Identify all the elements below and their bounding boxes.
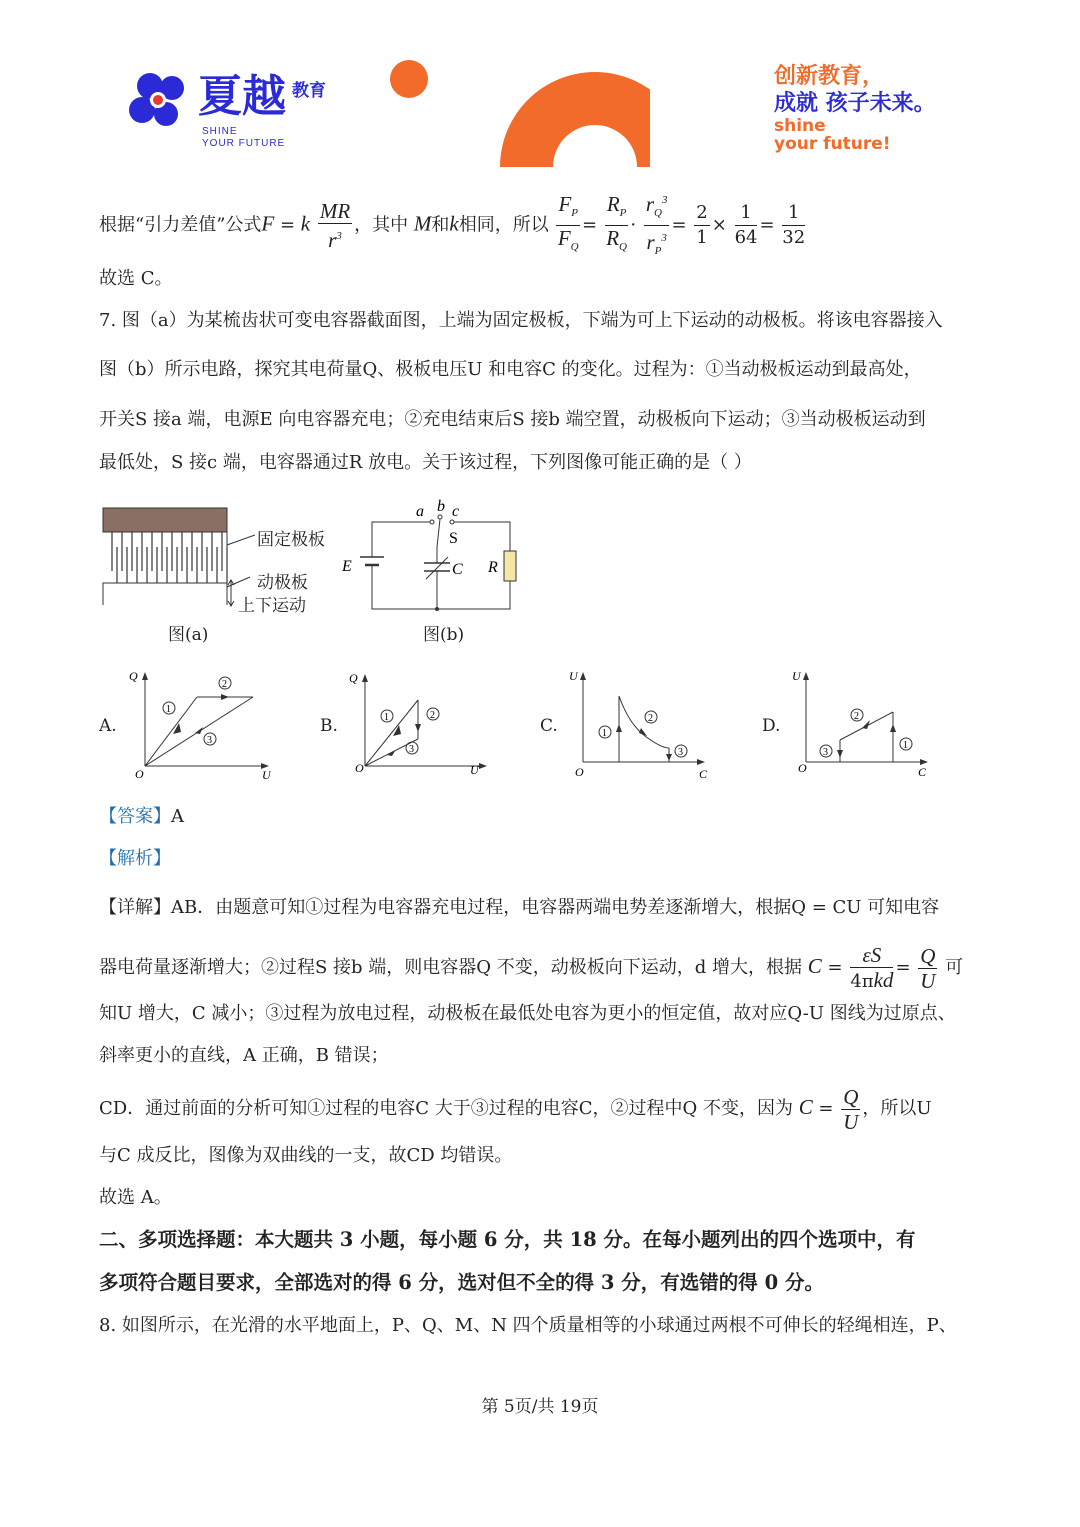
logo-mark-icon [128, 72, 190, 132]
option-a-label[interactable]: A. [99, 716, 117, 736]
fig-a-caption: 图(a) [168, 625, 209, 645]
option-b-graph[interactable] [345, 666, 495, 784]
svg-text:O: O [355, 761, 364, 775]
q6-formula-line: 根据“引力差值”公式F = k $\frac{MR}{r^3}$ ，其中 M和k相同，所以 $\frac{F_P}{F_Q}$ = $\frac{R_P}{R_Q}$ · $\frac{r_Q^3}{r_P^3}$ = $\frac{2}{1}$ × $\frac{1}{64}$ = $\frac{1}{32}$ [99, 188, 807, 244]
option-b-label[interactable]: B. [320, 716, 338, 736]
svg-text:R: R [488, 559, 498, 576]
detail-line-3: 知U 增大，C 减小；③过程为放电过程，动极板在最低处电容为更小的恒定值，故对应Q-U 图线为过原点、 [99, 1003, 956, 1024]
svg-text:3: 3 [678, 747, 683, 758]
q7-line-4: 最低处，S 接c 端，电容器通过R 放电。关于该过程，下列图像可能正确的是（ ） [99, 452, 752, 473]
svg-text:1: 1 [166, 704, 171, 715]
slogan [774, 64, 974, 153]
slogan-line-4: your future! [774, 134, 891, 154]
slogan-line-1: 创新教育， [774, 64, 885, 89]
svg-text:Q: Q [129, 669, 138, 683]
svg-text:E: E [342, 558, 352, 575]
q8-line-1: 8. 如图所示，在光滑的水平地面上，P、Q、M、N 四个质量相等的小球通过两根不可伸长的轻绳相连，P、 [99, 1315, 957, 1336]
detail-line-4: 斜率更小的直线，A 正确，B 错误； [99, 1045, 389, 1066]
detail-line-2: 器电荷量逐渐增大；②过程S 接b 端，则电容器Q 不变，动极板向下运动，d 增大，根据 C = $\frac{\varepsilon S}{\text{4πkd}}$ = $\frac{Q}{U}$ 可 [99, 942, 964, 993]
slogan-line-3: shine [774, 116, 826, 136]
svg-text:2: 2 [854, 711, 859, 722]
analysis-tag: 【解析】 [99, 848, 171, 869]
option-c-graph[interactable] [565, 666, 715, 784]
header-sun-graphic [390, 55, 650, 175]
svg-text:C: C [918, 765, 927, 779]
fig-a-label-fixed-plate: 固定极板 [257, 530, 325, 550]
svg-text:2: 2 [648, 713, 653, 724]
svg-text:U: U [569, 669, 578, 683]
brand-en-2: YOUR FUTURE [202, 138, 286, 149]
q7-line-3: 开关S 接a 端，电源E 向电容器充电；②充电结束后S 接b 端空置，动极板向下运动；③当动极板运动到 [99, 409, 926, 430]
detail-line-5: CD．通过前面的分析可知①过程的电容C 大于③过程的电容C，②过程中Q 不变，因为 C = $\frac{Q}{U}$ ，所以U [99, 1084, 932, 1134]
detail-line-6: 与C 成反比，图像为双曲线的一支，故CD 均错误。 [99, 1145, 513, 1166]
svg-text:2: 2 [222, 679, 227, 690]
svg-text:1: 1 [903, 740, 908, 751]
section2-line-1: 二、多项选择题：本大题共 3 小题，每小题 6 分，共 18 分。在每小题列出的四个选项中，有 [99, 1228, 916, 1251]
slogan-line-2: 成就 孩子未来。 [774, 91, 936, 116]
option-c-label[interactable]: C. [540, 716, 558, 736]
svg-text:b: b [437, 498, 445, 515]
option-d-label[interactable]: D. [762, 716, 781, 736]
answer-line [99, 804, 184, 830]
q7-line-2: 图（b）所示电路，探究其电荷量Q、极板电压U 和电容C 的变化。过程为：①当动极板运动到最高处， [99, 359, 922, 380]
svg-text:O: O [575, 765, 584, 779]
fig-a-label-moving-plate: 动极板 [257, 573, 308, 593]
brand-sub: 教育 [292, 81, 326, 101]
q7-line-1: 7. 图（a）为某梳齿状可变电容器截面图，上端为固定极板，下端为可上下运动的动极板。将该电容器接入 [99, 310, 943, 331]
svg-text:3: 3 [409, 744, 414, 755]
figure-b-circuit [340, 495, 520, 625]
brand-en-1: SHINE [202, 126, 238, 137]
svg-text:1: 1 [602, 728, 607, 739]
svg-text:1: 1 [384, 712, 389, 723]
svg-text:U: U [262, 768, 271, 782]
answer-tag: 【答案】 [99, 806, 171, 827]
svg-text:Q: Q [349, 671, 358, 685]
detail-line-1: 【详解】AB．由题意可知①过程为电容器充电过程，电容器两端电势差逐渐增大，根据Q = CU 可知电容 [99, 897, 940, 918]
logo [128, 72, 338, 152]
q6-conclusion: 故选 C。 [99, 268, 173, 289]
svg-text:a: a [416, 503, 424, 520]
svg-text:U: U [470, 763, 479, 777]
option-a-graph[interactable] [125, 666, 275, 784]
q7-conclusion: 故选 A。 [99, 1187, 172, 1208]
svg-text:3: 3 [823, 747, 828, 758]
svg-text:2: 2 [430, 710, 435, 721]
svg-text:S: S [449, 530, 458, 547]
fig-a-label-motion: 上下运动 [238, 596, 306, 616]
svg-text:3: 3 [207, 735, 212, 746]
svg-text:O: O [798, 761, 807, 775]
svg-text:O: O [135, 767, 144, 781]
svg-text:C: C [452, 561, 463, 578]
section2-line-2: 多项符合题目要求，全部选对的得 6 分，选对但不全的得 3 分，有选错的得 0 分。 [99, 1271, 824, 1294]
option-d-graph[interactable] [788, 666, 938, 784]
brand-cn: 夏越 [198, 71, 286, 122]
page-number: 第 5页/共 19页 [481, 1397, 599, 1417]
svg-text:C: C [699, 767, 708, 781]
answer-value: A [171, 806, 184, 827]
svg-text:c: c [452, 503, 460, 520]
svg-text:U: U [792, 669, 801, 683]
fig-b-caption: 图(b) [423, 625, 465, 645]
